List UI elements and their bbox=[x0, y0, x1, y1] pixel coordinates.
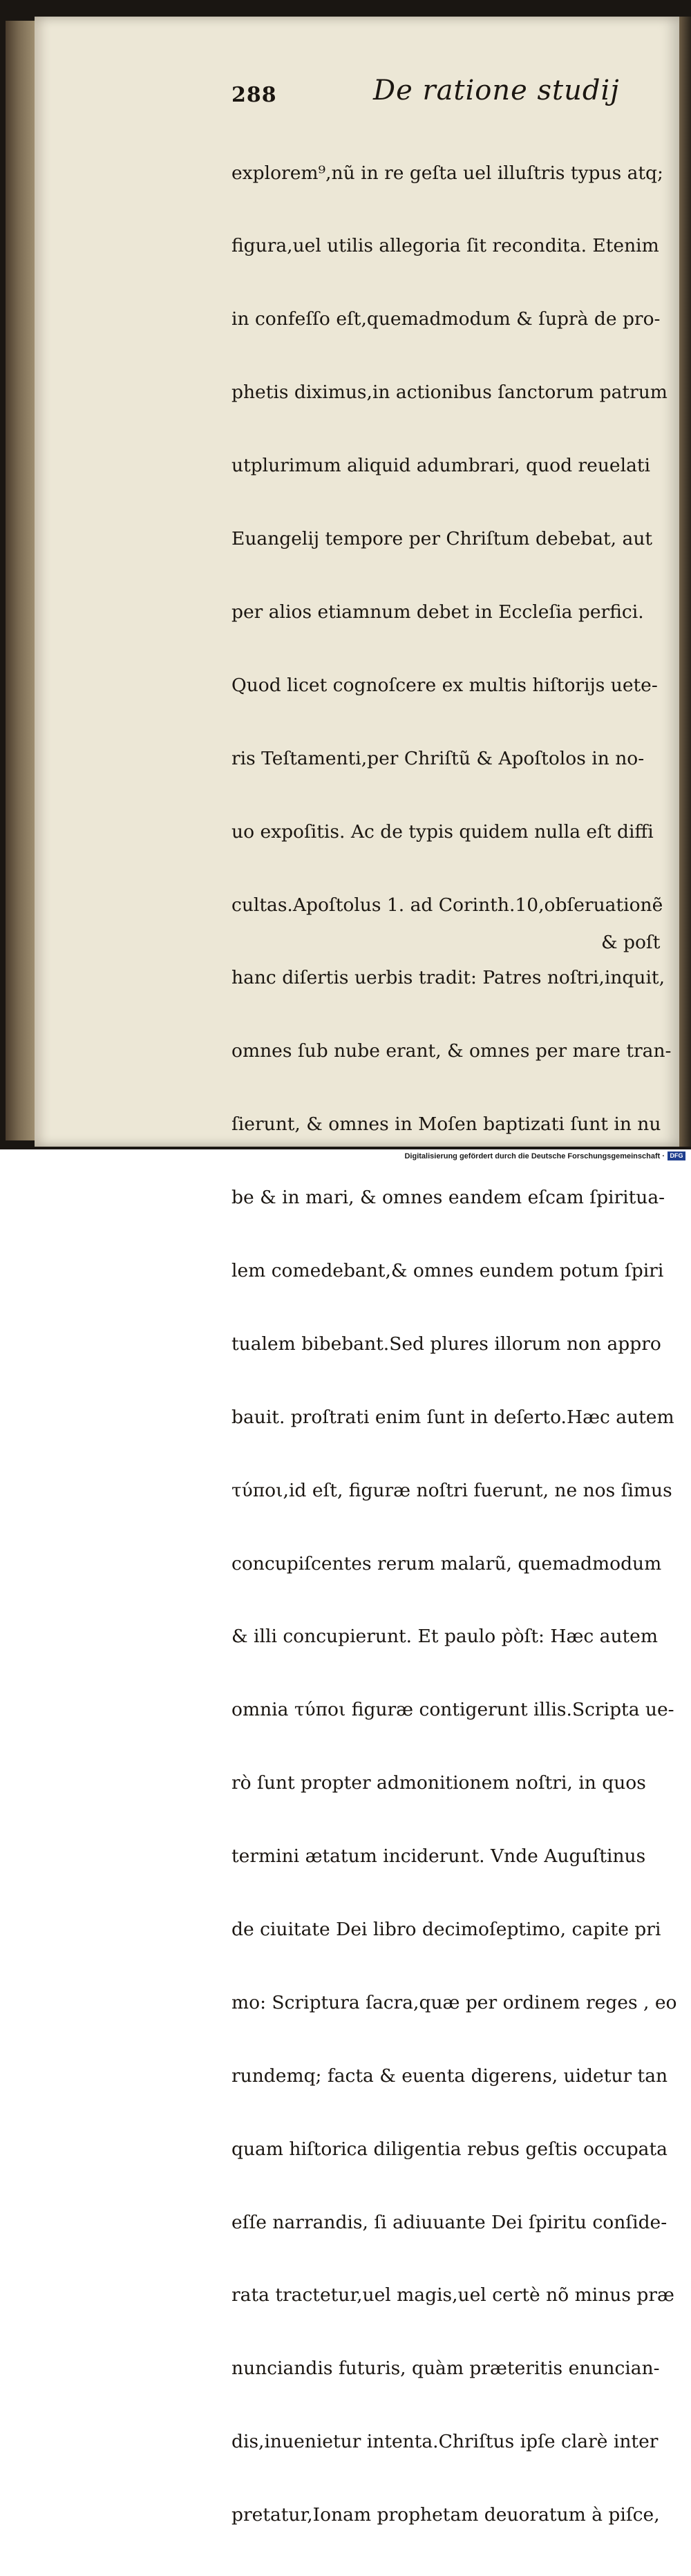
page-number: 288 bbox=[231, 83, 277, 107]
catchword: & poſt bbox=[601, 932, 661, 953]
text-line: be & in mari, & omnes eandem eſcam ſpiritua- bbox=[231, 1187, 665, 1209]
text-line: in confeſſo eſt,quemadmodum & ſuprà de pro- bbox=[231, 308, 661, 330]
text-line: rò ſunt propter admonitionem noſtri, in quos bbox=[231, 1772, 646, 1794]
text-line: mo: Scriptura ſacra,quæ per ordinem reges , eo bbox=[231, 1991, 677, 2013]
text-line: phetis diximus,in actionibus ſanctorum patrum bbox=[231, 382, 668, 404]
text-line: ris Teſtamenti,per Chriſtũ & Apoſtolos in no- bbox=[231, 747, 645, 769]
text-line: explorem⁹,nũ in re geſta uel illuſtris typus atq; bbox=[231, 162, 663, 184]
text-line: lem comedebant,& omnes eundem potum ſpiri bbox=[231, 1259, 664, 1281]
text-line: cultas.Apoſtolus 1. ad Corinth.10,obſeruationẽ bbox=[231, 894, 663, 916]
text-line: & illi concupierunt. Et paulo pòſt: Hæc autem bbox=[231, 1626, 658, 1648]
text-line: per alios etiamnum debet in Eccleſia perfici. bbox=[231, 601, 644, 623]
text-line: Euangelij tempore per Chriſtum debebat, aut bbox=[231, 528, 653, 550]
digitization-credit: Digitalisierung gefördert durch die Deutsche Forschungsgemeinschaft · bbox=[404, 1152, 665, 1160]
page-fore-edge bbox=[679, 17, 691, 1147]
text-line: utplurimum aliquid adumbrari, quod reuelati bbox=[231, 455, 651, 477]
running-head-title: De ratione studij bbox=[373, 75, 620, 106]
text-line: dis,inuenietur intenta.Chriſtus ipſe clarè inter bbox=[231, 2431, 659, 2453]
text-line: rundemq; facta & euenta digerens, uidetur tan bbox=[231, 2065, 668, 2087]
text-line: eſſe narrandis, ſi adiuuante Dei ſpiritu conſide- bbox=[231, 2211, 668, 2233]
running-head bbox=[231, 75, 646, 116]
text-line: de ciuitate Dei libro decimoſeptimo, capite pri bbox=[231, 1918, 661, 1940]
text-line: nunciandis futuris, quàm præteritis enuncian- bbox=[231, 2358, 660, 2380]
text-line: uo expoſitis. Ac de typis quidem nulla eſt diffi bbox=[231, 820, 654, 843]
text-line: hanc diſertis uerbis tradit: Patres noſtri,inquit, bbox=[231, 967, 665, 989]
text-line: tualem bibebant.Sed plures illorum non appro bbox=[231, 1333, 661, 1355]
dfg-logo: DFG bbox=[668, 1151, 685, 1160]
text-line: figura,uel utilis allegoria ſit recondita. Etenim bbox=[231, 235, 659, 257]
text-line: ſierunt, & omnes in Moſen baptizati ſunt in nu bbox=[231, 1113, 661, 1136]
text-line: pretatur,Ionam prophetam deuoratum à piſce, bbox=[231, 2504, 660, 2526]
text-line: omnia τύποι figuræ contigerunt illis.Scripta ue- bbox=[231, 1699, 674, 1721]
text-line: bauit. proſtrati enim ſunt in deſerto.Hæc autem bbox=[231, 1406, 674, 1428]
text-line: quam hiſtorica diligentia rebus geſtis occupata bbox=[231, 2138, 668, 2160]
text-line: omnes ſub nube erant, & omnes per mare tran- bbox=[231, 1040, 672, 1062]
book-spine-edge bbox=[6, 21, 39, 1140]
text-line: concupiſcentes rerum malarũ, quemadmodum bbox=[231, 1552, 662, 1574]
text-line: Quod licet cognoſcere ex multis hiſtorijs uete- bbox=[231, 674, 658, 696]
text-line: τύποι,id eſt, figuræ noſtri fuerunt, ne nos ſimus bbox=[231, 1479, 672, 1501]
text-line: termini ætatum inciderunt. Vnde Auguſtinus bbox=[231, 1845, 646, 1868]
text-line: rata tractetur,uel magis,uel certè nõ minus præ bbox=[231, 2284, 674, 2306]
